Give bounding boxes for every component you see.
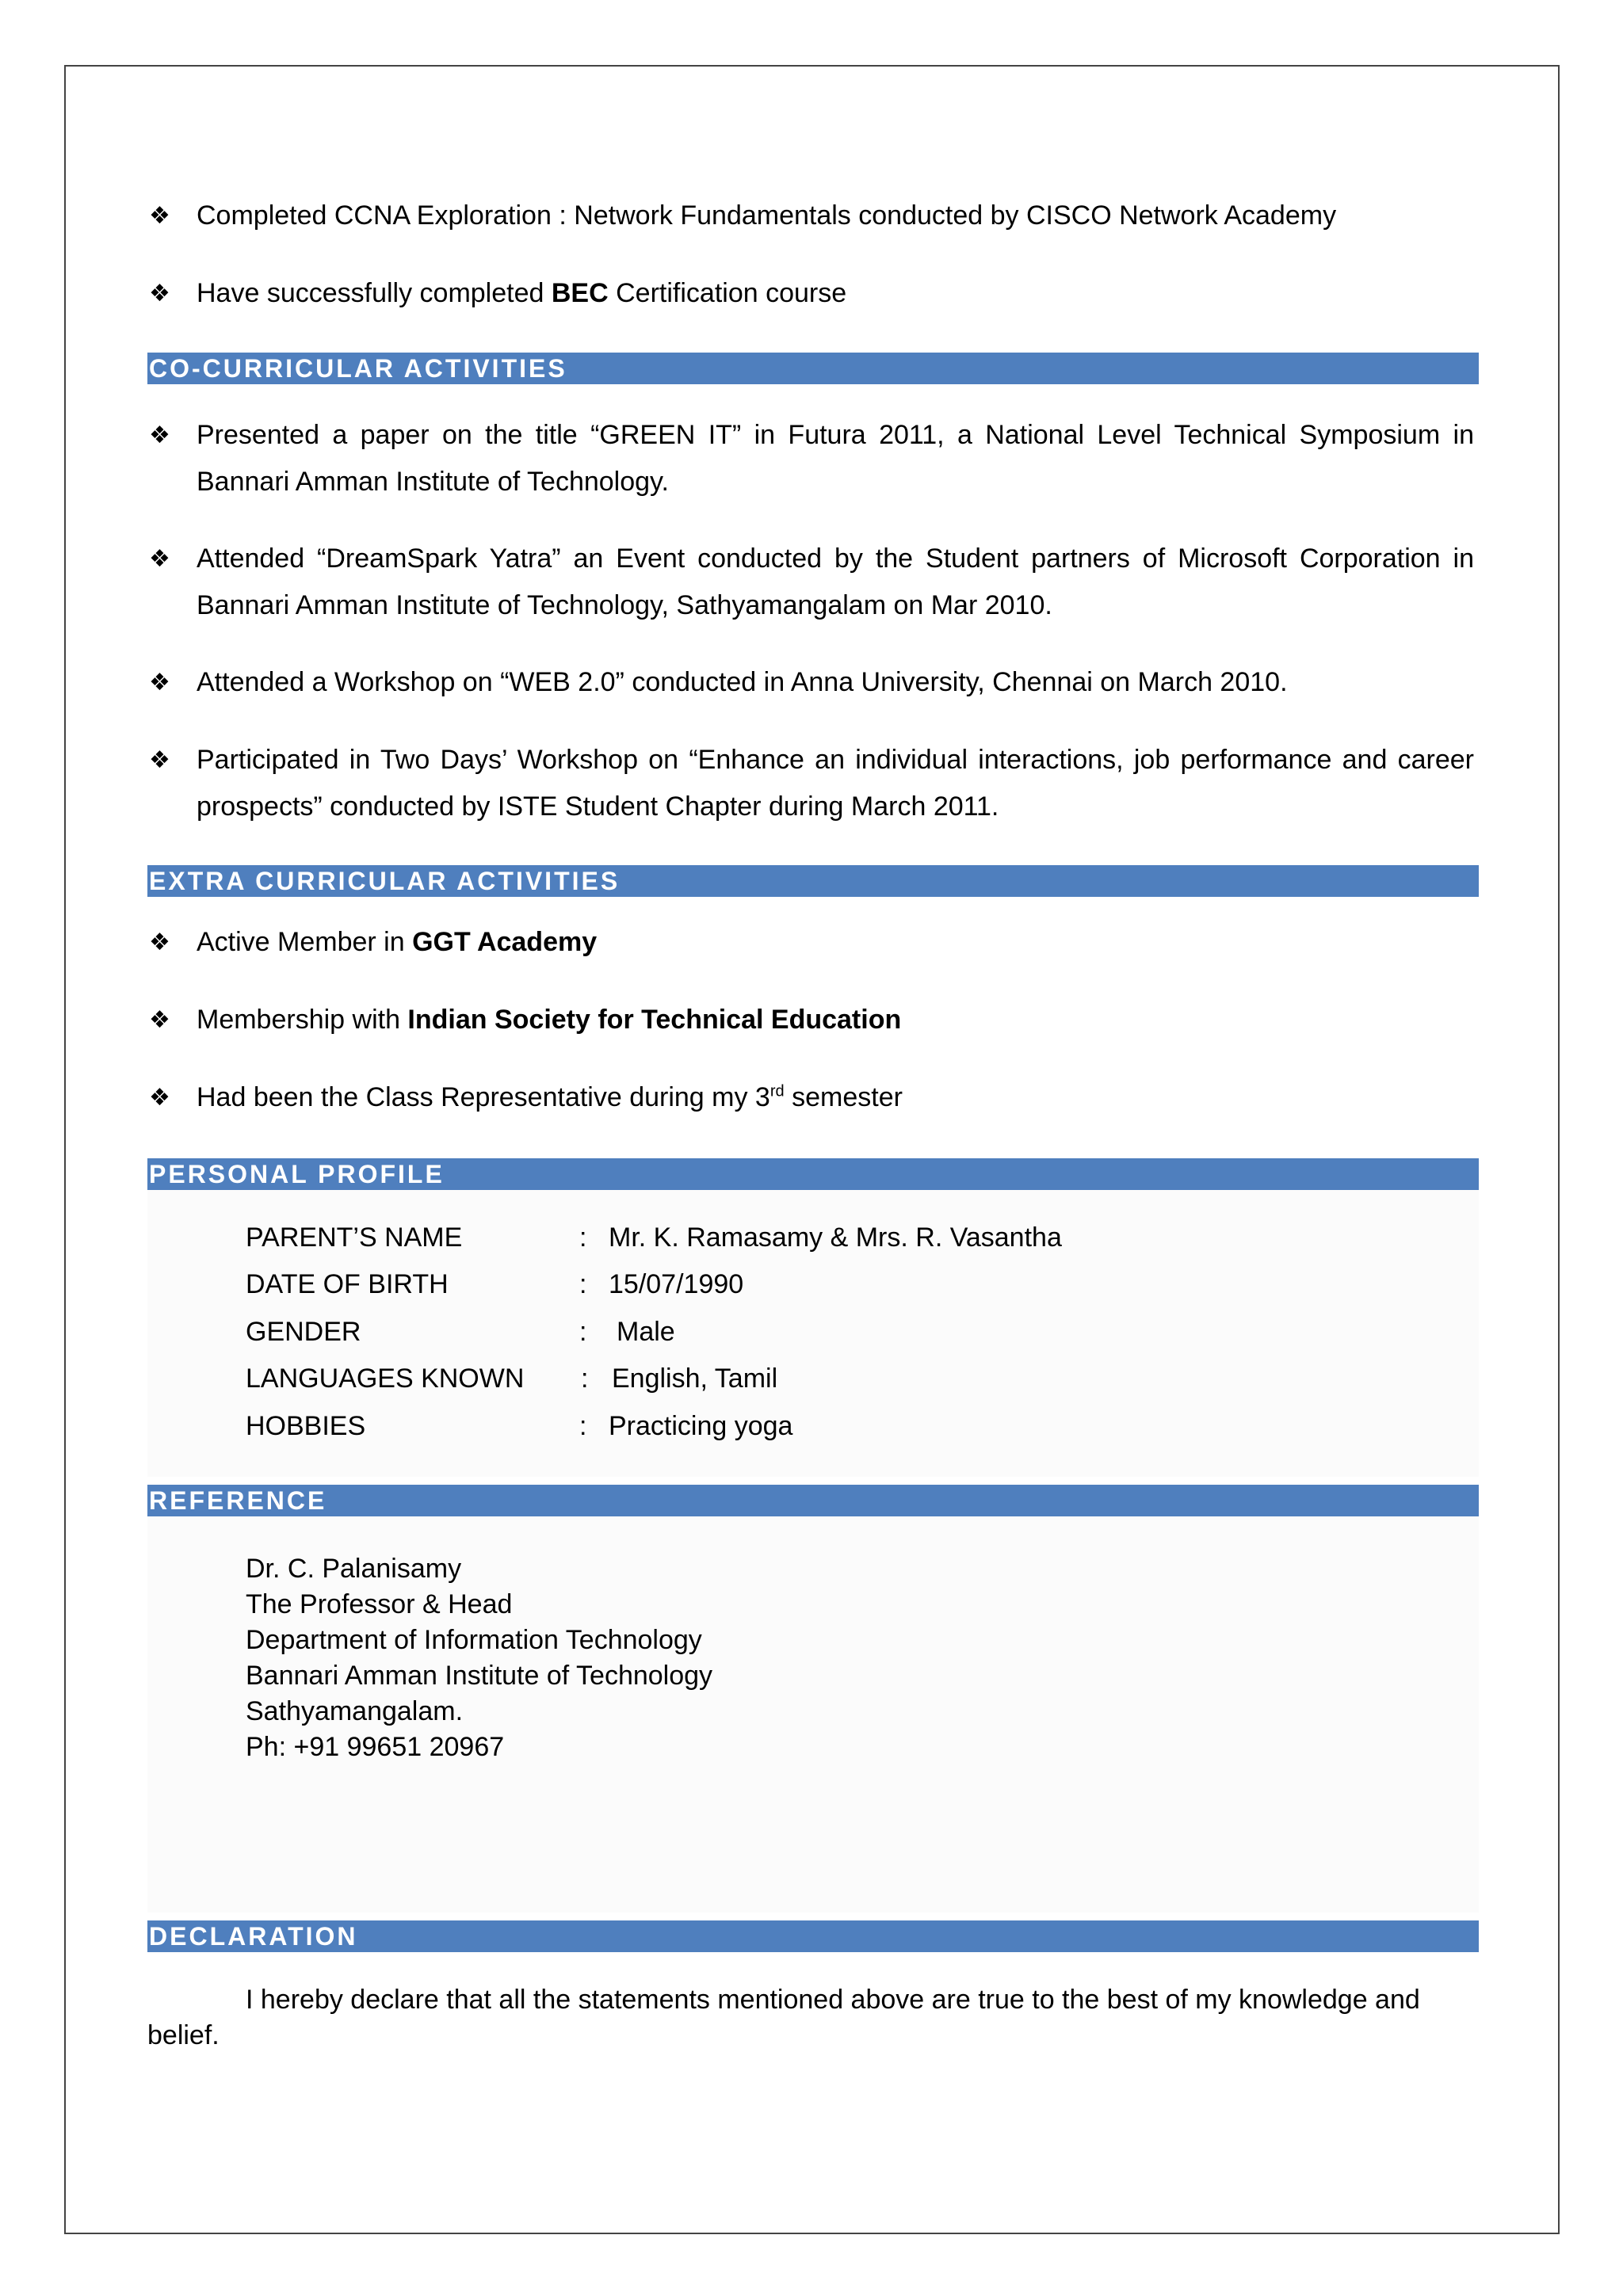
item-text: Had been the Class Representative during my 3 <box>197 1082 770 1112</box>
item-bold-text: GGT Academy <box>412 927 598 957</box>
profile-value: 15/07/1990 <box>609 1269 744 1299</box>
section-title: PERSONAL PROFILE <box>149 1160 445 1188</box>
reference-line: Ph: +91 99651 20967 <box>246 1732 505 1762</box>
profile-value: Mr. K. Ramasamy & Mrs. R. Vasantha <box>609 1222 1062 1253</box>
item-text: Presented a paper on the title “GREEN IT” in Futura 2011, a National Level Technical Symposium in Bannari Amman Institute of Technology. <box>197 420 1474 497</box>
section-title: CO-CURRICULAR ACTIVITIES <box>149 354 567 383</box>
profile-value: Male <box>617 1317 675 1347</box>
item-text: Attended “DreamSpark Yatra” an Event conducted by the Student partners of Microsoft Corporation in Bannari Amman Institute of Technology, Sathyamangalam on Mar 2010. <box>197 543 1474 620</box>
section-title: EXTRA CURRICULAR ACTIVITIES <box>149 867 621 895</box>
item-text: Participated in Two Days’ Workshop on “Enhance an individual interactions, job performance and career prospects” conducted by ISTE Student Chapter during March 2011. <box>197 745 1474 822</box>
section-header-co-curricular <box>147 353 1479 384</box>
item-text: Membership with <box>197 1005 408 1035</box>
section-title: REFERENCE <box>149 1486 327 1515</box>
profile-label: LANGUAGES KNOWN <box>246 1363 525 1394</box>
list-item <box>149 536 1474 629</box>
section-header-personal-profile <box>147 1158 1479 1190</box>
list-item <box>149 1074 1474 1121</box>
list-item <box>149 919 1474 966</box>
bullet-icon: ❖ <box>149 746 170 774</box>
bullet-icon: ❖ <box>149 929 170 956</box>
item-text: Attended a Workshop on “WEB 2.0” conducted in Anna University, Chennai on March 2010. <box>197 667 1288 697</box>
profile-value: Practicing yoga <box>609 1411 793 1441</box>
bullet-icon: ❖ <box>149 1006 170 1034</box>
reference-line: Bannari Amman Institute of Technology <box>246 1661 713 1691</box>
profile-colon: : <box>579 1222 587 1253</box>
profile-label: HOBBIES <box>246 1411 366 1441</box>
profile-colon: : <box>581 1363 589 1394</box>
item-bold-text: Indian Society for Technical Education <box>407 1005 902 1035</box>
reference-line: Department of Information Technology <box>246 1625 702 1655</box>
item-text: semester <box>784 1082 903 1112</box>
list-item <box>149 659 1474 706</box>
list-item <box>149 193 1474 239</box>
profile-value: English, Tamil <box>612 1363 778 1394</box>
item-text: Have successfully completed <box>197 278 552 308</box>
bullet-icon: ❖ <box>149 669 170 696</box>
reference-line: Sathyamangalam. <box>246 1696 464 1726</box>
bullet-icon: ❖ <box>149 545 170 573</box>
section-header-extra-curricular <box>147 865 1479 897</box>
bullet-icon: ❖ <box>149 1084 170 1112</box>
bullet-icon: ❖ <box>149 280 170 307</box>
profile-label: DATE OF BIRTH <box>246 1269 449 1299</box>
bullet-icon: ❖ <box>149 202 170 230</box>
superscript: rd <box>769 1082 785 1100</box>
bullet-icon: ❖ <box>149 421 170 449</box>
reference-line: The Professor & Head <box>246 1589 513 1619</box>
profile-colon: : <box>579 1269 587 1299</box>
reference-line: Dr. C. Palanisamy <box>246 1554 462 1584</box>
list-item <box>149 737 1474 830</box>
list-item <box>149 997 1474 1043</box>
section-header-reference <box>147 1485 1479 1516</box>
item-text: Completed CCNA Exploration : Network Fundamentals conducted by CISCO Network Academy <box>197 200 1337 231</box>
list-item <box>149 270 1474 317</box>
profile-label: PARENT’S NAME <box>246 1222 463 1253</box>
profile-colon: : <box>579 1411 587 1441</box>
section-header-declaration <box>147 1920 1479 1952</box>
list-item <box>149 412 1474 505</box>
profile-colon: : <box>579 1317 587 1347</box>
item-bold-text: BEC <box>551 278 609 308</box>
item-text: Certification course <box>608 278 847 308</box>
declaration-text: I hereby declare that all the statements mentioned above are true to the best of my knowledge and belief. <box>147 1985 1420 2050</box>
section-title: DECLARATION <box>149 1922 358 1951</box>
profile-label: GENDER <box>246 1317 361 1347</box>
item-text: Active Member in <box>197 927 413 957</box>
